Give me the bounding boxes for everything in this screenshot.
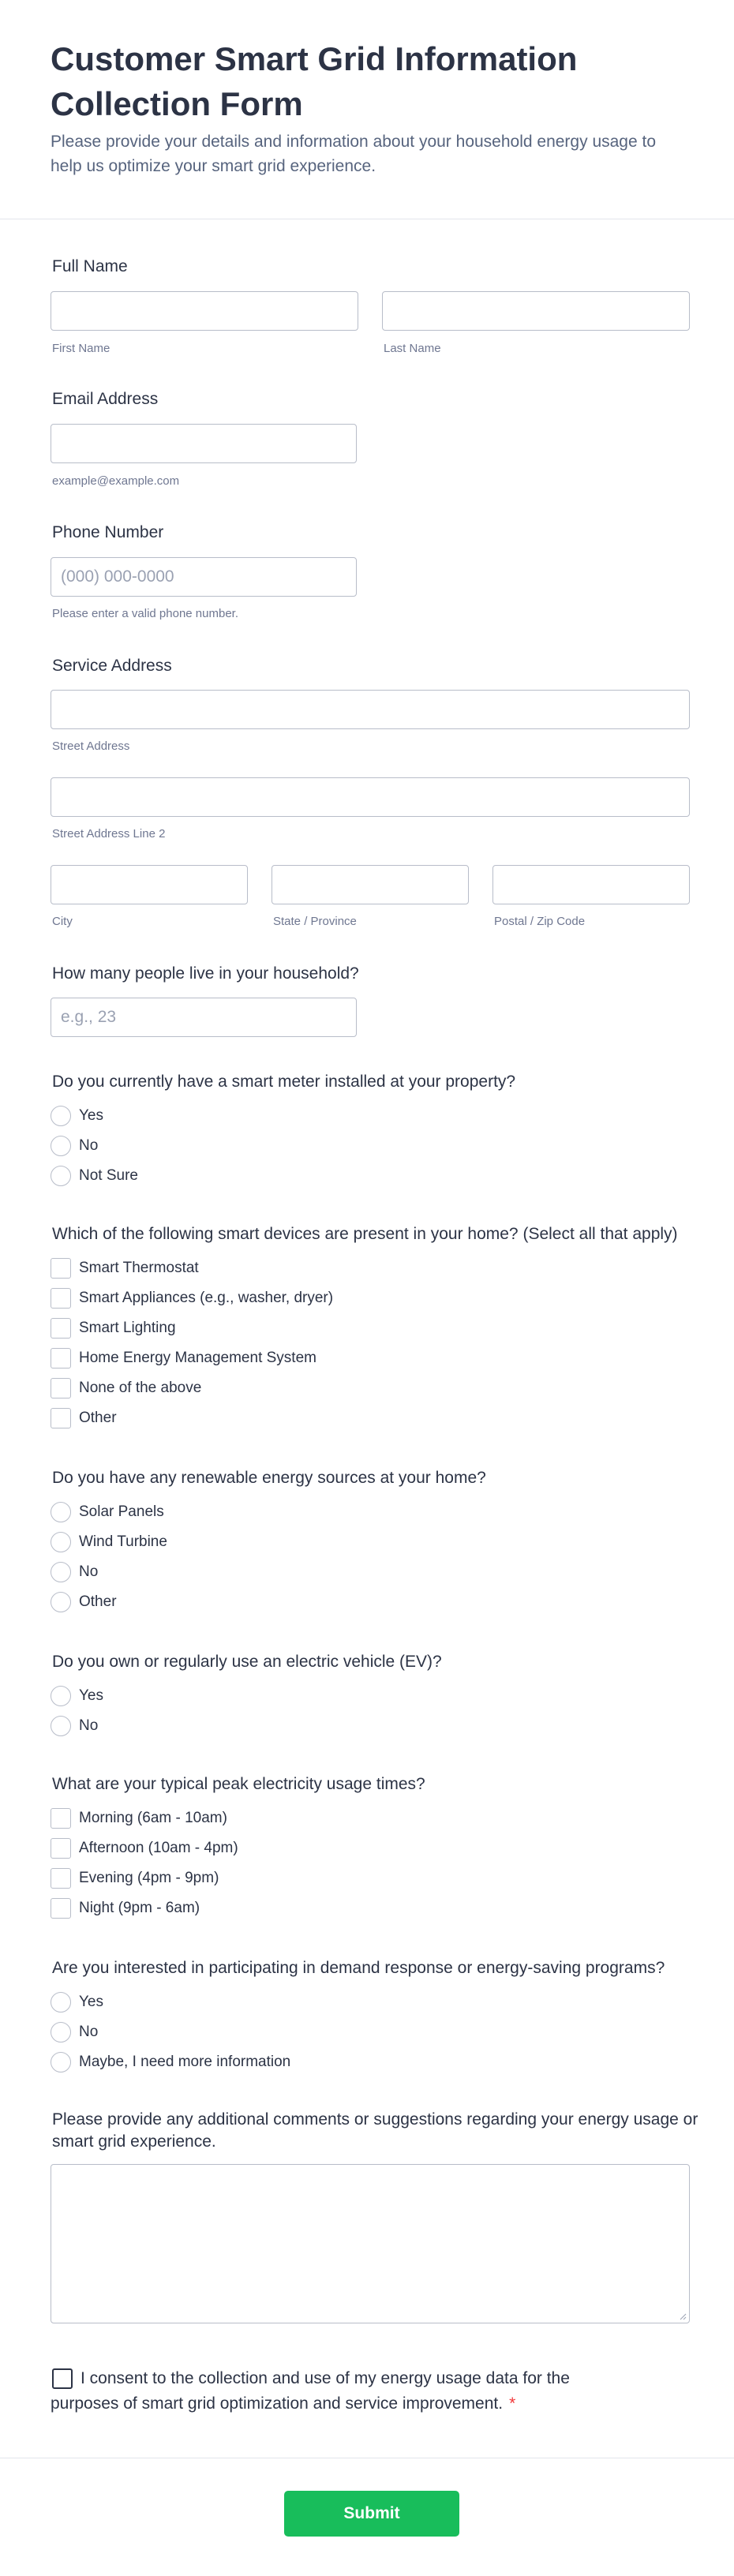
service-address-label: Service Address [52, 657, 172, 675]
checkbox[interactable] [51, 1348, 71, 1368]
ev-label: Do you own or regularly use an electric vehicle (EV)? [52, 1653, 442, 1671]
checkbox[interactable] [51, 1378, 71, 1398]
peak-usage-option[interactable]: Afternoon (10am - 4pm) [51, 1837, 238, 1859]
radio-button[interactable] [51, 1502, 71, 1522]
city-input[interactable] [51, 865, 248, 904]
radio-button[interactable] [51, 2022, 71, 2042]
smart-device-option[interactable]: None of the above [51, 1377, 201, 1399]
street-address-sublabel: Street Address [52, 739, 130, 753]
consent-label [51, 2366, 619, 2417]
street-address-input[interactable] [51, 690, 690, 729]
checkbox[interactable] [51, 1838, 71, 1859]
smart-meter-option[interactable]: No [51, 1135, 98, 1157]
smart-device-option[interactable]: Other [51, 1407, 117, 1429]
phone-sublabel: Please enter a valid phone number. [52, 607, 238, 620]
radio-button[interactable] [51, 1106, 71, 1126]
last-name-sublabel: Last Name [384, 342, 441, 355]
smart-device-option[interactable]: Smart Lighting [51, 1317, 176, 1339]
checkbox[interactable] [51, 1868, 71, 1889]
checkbox[interactable] [51, 1808, 71, 1829]
phone-label: Phone Number [52, 523, 164, 541]
renewable-option[interactable]: Other [51, 1591, 117, 1613]
radio-button[interactable] [51, 1716, 71, 1736]
smart-device-option[interactable]: Smart Thermostat [51, 1257, 199, 1279]
zip-sublabel: Postal / Zip Code [494, 915, 586, 928]
demand-response-option[interactable]: No [51, 2021, 98, 2043]
renewable-option[interactable]: Solar Panels [51, 1501, 164, 1523]
ev-option[interactable]: Yes [51, 1685, 103, 1707]
renewable-option[interactable]: Wind Turbine [51, 1531, 167, 1553]
email-label: Email Address [52, 390, 159, 408]
comments-textarea[interactable] [51, 2164, 690, 2323]
peak-usage-label: What are your typical peak electricity usage times? [52, 1775, 425, 1793]
smart-meter-label: Do you currently have a smart meter installed at your property? [52, 1073, 516, 1091]
email-sublabel: example@example.com [52, 474, 180, 488]
ev-option[interactable]: No [51, 1715, 98, 1737]
first-name-sublabel: First Name [52, 342, 110, 355]
email-field[interactable] [51, 424, 357, 463]
renewable-option[interactable]: No [51, 1561, 98, 1583]
submit-button[interactable]: Submit [284, 2491, 459, 2537]
radio-button[interactable] [51, 2052, 71, 2072]
smart-devices-label: Which of the following smart devices are present in your home? (Select all that apply) [52, 1225, 678, 1243]
first-name-input[interactable] [51, 291, 358, 331]
checkbox[interactable] [51, 1318, 71, 1339]
state-input[interactable] [272, 865, 469, 904]
consent-text: I consent to the collection and use of my energy usage data for the purposes of smart grid optimization and service improvement. [51, 2369, 570, 2413]
checkbox[interactable] [51, 1258, 71, 1279]
demand-response-option[interactable]: Maybe, I need more information [51, 2051, 290, 2073]
radio-button[interactable] [51, 1562, 71, 1582]
smart-meter-option[interactable]: Not Sure [51, 1165, 138, 1187]
checkbox[interactable] [51, 1408, 71, 1428]
street-address-line2-input[interactable] [51, 777, 690, 817]
resize-handle-icon[interactable] [679, 2312, 687, 2320]
peak-usage-option[interactable]: Morning (6am - 10am) [51, 1807, 227, 1829]
smart-device-option[interactable]: Smart Appliances (e.g., washer, dryer) [51, 1287, 333, 1309]
household-label: How many people live in your household? [52, 964, 359, 983]
full-name-label: Full Name [52, 257, 128, 275]
radio-button[interactable] [51, 1992, 71, 2012]
smart-device-option[interactable]: Home Energy Management System [51, 1347, 316, 1369]
peak-usage-option[interactable]: Evening (4pm - 9pm) [51, 1867, 219, 1889]
zip-input[interactable] [492, 865, 690, 904]
radio-button[interactable] [51, 1592, 71, 1612]
street-address-line2-sublabel: Street Address Line 2 [52, 827, 166, 841]
checkbox[interactable] [51, 1288, 71, 1309]
form-subtitle: Please provide your details and information about your household energy usage to help us optimize your smart grid experience. [51, 133, 657, 175]
state-sublabel: State / Province [273, 915, 357, 928]
radio-button[interactable] [51, 1136, 71, 1156]
demand-response-label: Are you interested in participating in demand response or energy-saving programs? [52, 1959, 665, 1977]
smart-meter-option[interactable]: Yes [51, 1105, 103, 1127]
checkbox[interactable] [51, 1898, 71, 1919]
radio-button[interactable] [51, 1166, 71, 1186]
last-name-input[interactable] [382, 291, 690, 331]
household-size-input[interactable] [51, 998, 357, 1037]
form-title: Customer Smart Grid Information Collection Form [51, 40, 578, 122]
required-mark: * [509, 2394, 516, 2413]
demand-response-option[interactable]: Yes [51, 1991, 103, 2013]
radio-button[interactable] [51, 1532, 71, 1552]
renewable-label: Do you have any renewable energy sources at your home? [52, 1469, 486, 1487]
phone-input[interactable] [51, 557, 357, 597]
comments-label: Please provide any additional comments or suggestions regarding your energy usage or smart grid experience. [52, 2110, 698, 2151]
radio-button[interactable] [51, 1686, 71, 1706]
city-sublabel: City [52, 915, 73, 928]
peak-usage-option[interactable]: Night (9pm - 6am) [51, 1897, 200, 1919]
form-header [0, 0, 734, 219]
